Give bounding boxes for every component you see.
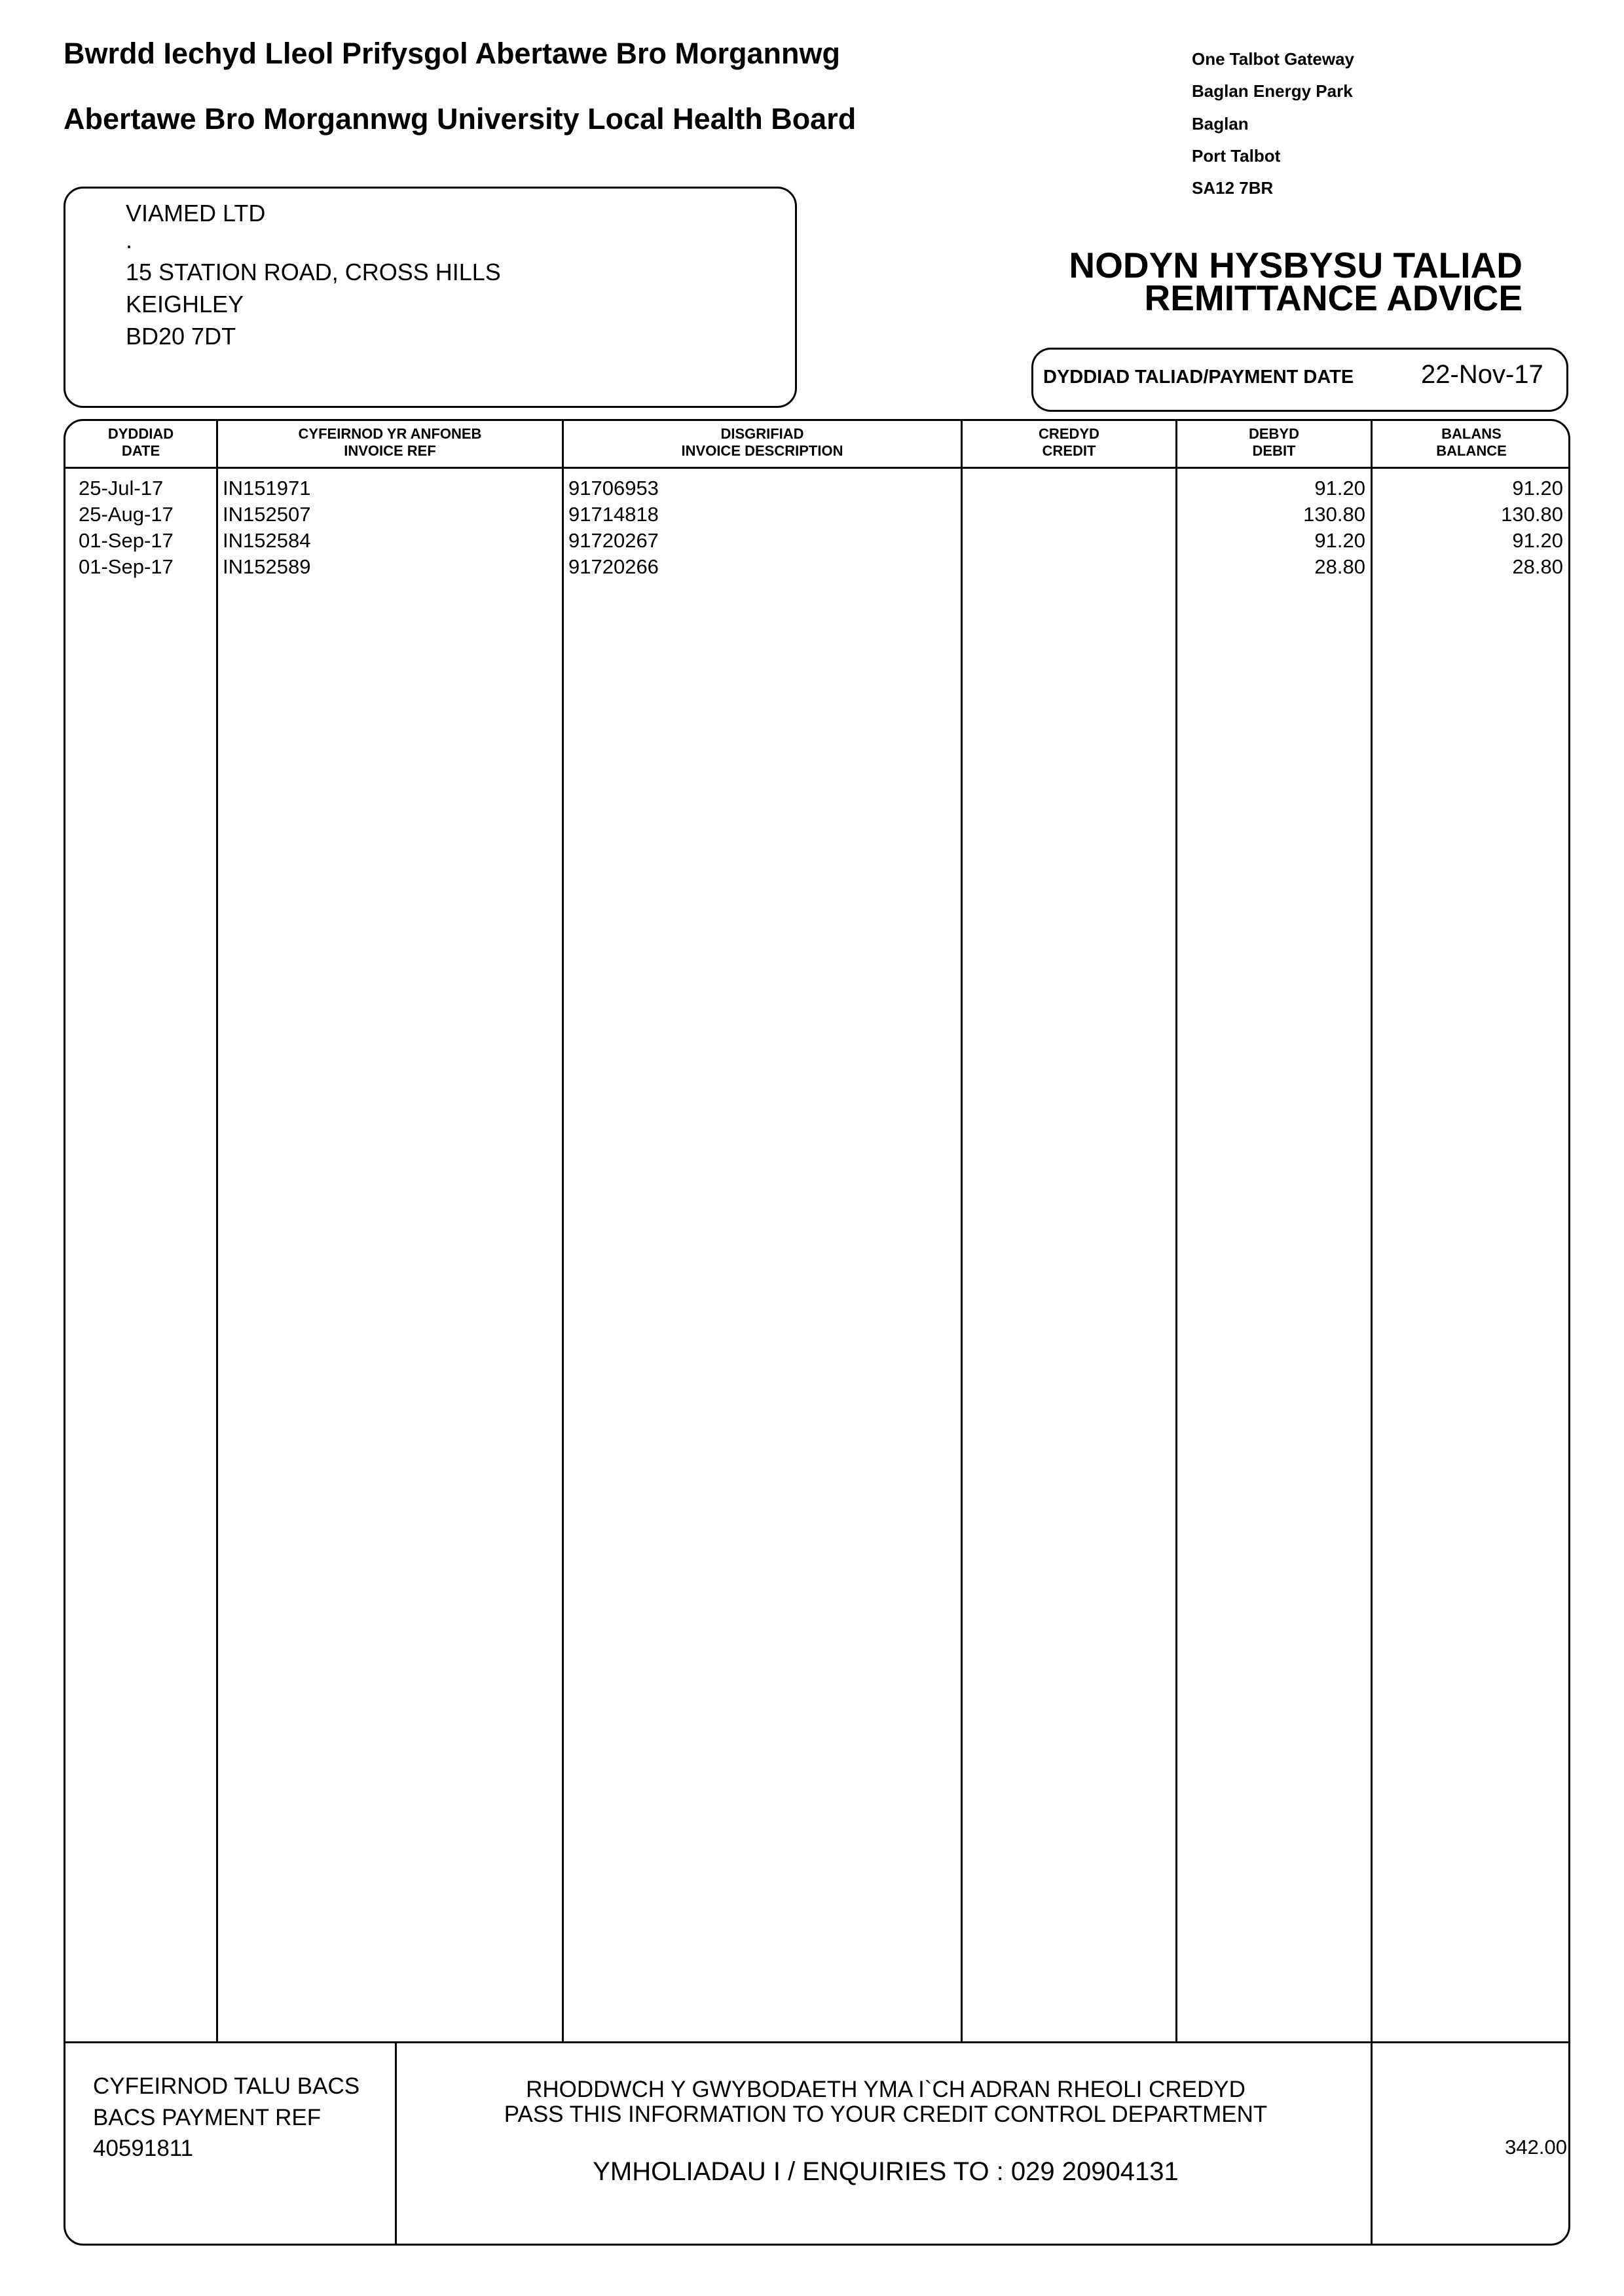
cell-invoice-ref: IN152589	[223, 555, 311, 578]
recipient-line: VIAMED LTD	[126, 200, 266, 227]
cell-description: 91720266	[568, 555, 659, 578]
column-divider	[1371, 419, 1373, 2246]
header-divider	[64, 467, 1570, 469]
column-header-english: DEBIT	[1252, 443, 1296, 459]
instruction-welsh: RHODDWCH Y GWYBODAETH YMA I`CH ADRAN RHEOLI CREDYD	[526, 2077, 1246, 2102]
column-header-welsh: CREDYD	[1039, 426, 1099, 442]
column-header-english: DATE	[121, 443, 160, 459]
cell-balance: 130.80	[1501, 503, 1563, 526]
column-header-english: BALANCE	[1436, 443, 1507, 459]
cell-date: 01-Sep-17	[79, 555, 174, 578]
column-divider	[216, 419, 218, 2043]
payment-date-value: 22-Nov-17	[1421, 360, 1543, 389]
column-header-balance	[1373, 426, 1570, 460]
column-header-welsh: DEBYD	[1248, 426, 1299, 442]
enquiries-line: YMHOLIADAU I / ENQUIRIES TO : 029 20904131	[593, 2157, 1179, 2186]
cell-debit: 91.20	[1314, 477, 1365, 500]
recipient-line: 15 STATION ROAD, CROSS HILLS	[126, 259, 501, 285]
document-title-english: REMITTANCE ADVICE	[1144, 278, 1522, 318]
cell-invoice-ref: IN151971	[223, 477, 311, 500]
column-divider	[961, 419, 963, 2043]
column-divider	[562, 419, 564, 2043]
total-amount: 342.00	[1505, 2136, 1567, 2159]
recipient-line: KEIGHLEY	[126, 291, 244, 318]
recipient-line: BD20 7DT	[126, 323, 236, 350]
cell-description: 91714818	[568, 503, 659, 526]
address-line: Baglan	[1192, 114, 1249, 134]
cell-debit: 130.80	[1303, 503, 1365, 526]
bacs-label-welsh: CYFEIRNOD TALU BACS	[93, 2073, 360, 2099]
cell-date: 25-Jul-17	[79, 477, 164, 500]
column-header-welsh: CYFEIRNOD YR ANFONEB	[298, 426, 482, 442]
cell-description: 91720267	[568, 529, 659, 552]
column-header-welsh: DYDDIAD	[107, 426, 174, 442]
cell-date: 01-Sep-17	[79, 529, 174, 552]
column-header-description	[564, 426, 961, 460]
footer-divider	[64, 2041, 1570, 2043]
cell-debit: 91.20	[1314, 529, 1365, 552]
column-header-date	[65, 426, 216, 460]
payment-date-label: DYDDIAD TALIAD/PAYMENT DATE	[1043, 367, 1354, 388]
column-divider	[1175, 419, 1177, 2043]
instruction-english: PASS THIS INFORMATION TO YOUR CREDIT CONTROL DEPARTMENT	[504, 2102, 1268, 2127]
cell-description: 91706953	[568, 477, 659, 500]
document-title-welsh: NODYN HYSBYSU TALIAD	[1069, 245, 1522, 285]
column-header-invoice-ref	[218, 426, 562, 460]
address-line: Baglan Energy Park	[1192, 81, 1353, 101]
cell-debit: 28.80	[1314, 555, 1365, 578]
org-name-welsh: Bwrdd Iechyd Lleol Prifysgol Abertawe Bro Morgannwg	[64, 37, 840, 70]
cell-balance: 91.20	[1512, 477, 1563, 500]
column-header-english: INVOICE REF	[344, 443, 436, 459]
column-header-credit	[963, 426, 1175, 460]
address-line: SA12 7BR	[1192, 178, 1274, 198]
bacs-payment-ref: 40591811	[93, 2136, 194, 2161]
cell-date: 25-Aug-17	[79, 503, 174, 526]
column-header-english: INVOICE DESCRIPTION	[681, 443, 843, 459]
address-line: Port Talbot	[1192, 146, 1281, 166]
cell-invoice-ref: IN152507	[223, 503, 311, 526]
footer-column-divider	[395, 2041, 397, 2246]
cell-balance: 28.80	[1512, 555, 1563, 578]
column-header-welsh: BALANS	[1441, 426, 1502, 442]
column-header-welsh: DISGRIFIAD	[720, 426, 804, 442]
remittance-table	[64, 419, 1570, 2246]
address-line: One Talbot Gateway	[1192, 49, 1355, 69]
org-name-english: Abertawe Bro Morgannwg University Local Health Board	[64, 102, 857, 136]
recipient-line: .	[126, 227, 133, 253]
column-header-english: CREDIT	[1042, 443, 1096, 459]
column-header-debit	[1177, 426, 1371, 460]
bacs-label-english: BACS PAYMENT REF	[93, 2105, 322, 2130]
cell-invoice-ref: IN152584	[223, 529, 311, 552]
cell-balance: 91.20	[1512, 529, 1563, 552]
